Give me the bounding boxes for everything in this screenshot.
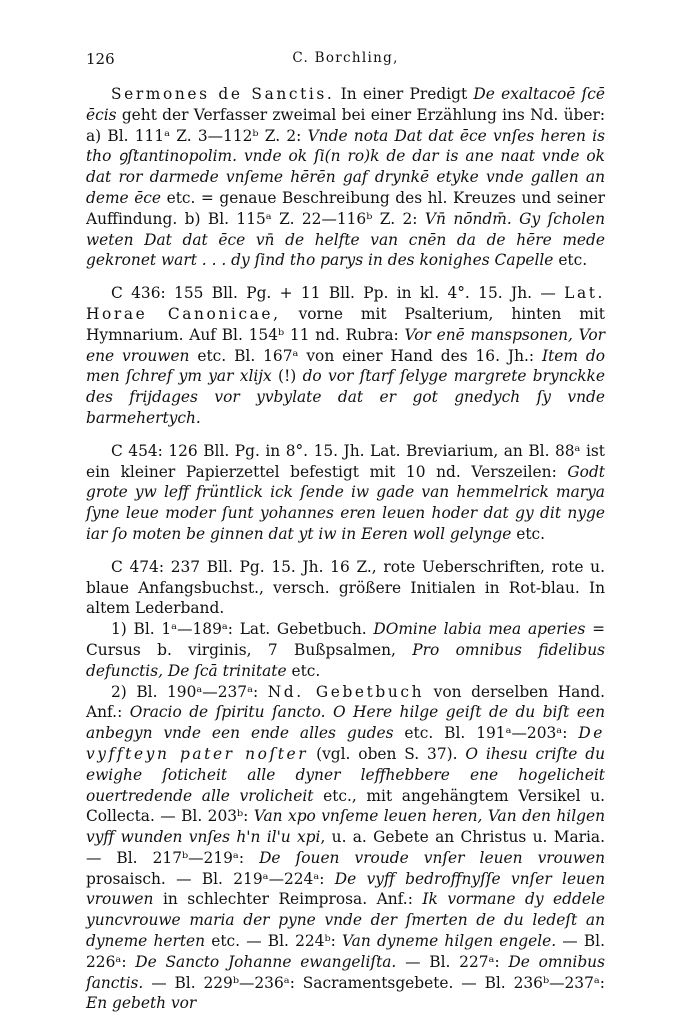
text-segment: — Bl. 227ᵃ: xyxy=(396,952,509,971)
text-segment: 2) Bl. 190ᵃ—237ᵃ: xyxy=(111,682,268,701)
text-segment: etc. — Bl. 224ᵇ: xyxy=(205,932,342,951)
text-segment: prosaisch. — Bl. 219ᵃ—224ᵃ: xyxy=(86,869,335,888)
paragraph xyxy=(86,682,605,1015)
text-segment: Oracio de ſpiritu ſancto. O Here hilge geiſt de du biſt een anbegyn vnde een ende alles gudes xyxy=(86,703,605,743)
text-segment: Nd. Gebetbuch xyxy=(267,682,425,701)
text-segment: etc. xyxy=(286,661,321,680)
text-segment: — Bl. 229ᵇ—236ᵃ: Sacramentsgebete. — Bl. 236ᵇ—237ᵃ: xyxy=(143,973,605,992)
paragraph xyxy=(86,283,605,429)
running-head: C. Borchling, xyxy=(292,50,399,66)
text-segment: etc. xyxy=(511,524,546,543)
text-segment: geht der Verfasser zweimal bei einer Erzählung ins Nd. über: a) Bl. 111ᵃ Z. 3—112ᵇ Z. 2: xyxy=(86,105,605,145)
text-segment: etc. = genaue Beschreibung des hl. Kreuzes und seiner Auffindung. b) Bl. 115ᵃ Z. 22—116ᵇ Z. 2: xyxy=(86,188,606,228)
paragraph xyxy=(86,619,605,681)
text-segment: Vor enē manspsonen, Vor ene vrouwen xyxy=(86,325,606,365)
paragraph xyxy=(86,441,605,545)
text-segment: C 454: 126 Bll. Pg. in 8°. 15. Jh. Lat. Breviarium, an Bl. 88ᵃ ist ein kleiner Papierzettel befestigt mit 10 nd. Verszeilen: xyxy=(86,441,605,481)
text-segment: Godt grote yw leff früntlick ick ſende iw gade van hemmelrick marya ſyne leue moder ſunt yohannes eren leuen hoder dat gy dit nyge iar ſo moten be ginnen dat yt iw in Eeren woll gelynge xyxy=(86,462,605,543)
text-segment: De vyffteyn pater noſter xyxy=(86,724,606,763)
paragraph xyxy=(86,557,605,619)
text-segment: Pro omnibus fidelibus defunctis, De ſcā trinitate xyxy=(86,640,606,680)
text-segment: Lat. Horae Canonicae, xyxy=(86,284,605,323)
text-segment: Vnde nota Dat dat ēce vnſes heren is tho ꝯſtantinopolim. vnde ok ſi(n ro)k de dar is ane naat vnde ok dat ror darmede vnſeme hērēn gaf drynkē etyke vnde gallen an deme ēce xyxy=(86,126,605,207)
text-segment: De vyff bedroffnyſſe vnſer leuen vrouwen xyxy=(86,869,605,909)
text-segment: De ſouen vroude vnſer leuen vrouwen xyxy=(259,848,605,867)
text-segment: Van xpo vnſeme leuen heren, Van den hilgen vyff wunden vnſes h'n il'u xpi xyxy=(86,807,605,847)
text-segment: Item do men ſchref ym yar xlijx xyxy=(86,346,605,386)
text-segment: in schlechter Reimprosa. Anf.: xyxy=(153,890,423,909)
text-segment: von derselben Hand. Anf.: xyxy=(86,682,605,722)
text-segment: (!) xyxy=(271,367,303,386)
text-segment: O ihesu criſte du ewighe ſoticheit alle dyner leffhebbere ene hogelicheit ouertredende alle vrolicheit xyxy=(86,744,605,805)
text-segment: C 474: 237 Bll. Pg. 15. Jh. 16 Z., rote Ueberschriften, rote u. blaue Anfangsbuchst., versch. größere Initialen in Rot-blau. In altem Lederband. xyxy=(86,557,605,618)
text-segment: vorne mit Psalterium, hinten mit Hymnarium. Auf Bl. 154ᵇ 11 nd. Rubra: xyxy=(86,304,605,344)
body-text xyxy=(86,84,605,1014)
text-segment: DOmine labia mea aperies xyxy=(373,620,586,639)
paragraph xyxy=(86,84,605,271)
text-segment: De exaltacoē ſcē ēcis xyxy=(86,85,605,124)
text-segment: Van dyneme hilgen engele. xyxy=(341,932,557,951)
text-segment: Vn̄ nōndm̄. Gy ſcholen weten Dat dat ēce vn̄ de helfte van cnēn da de hēre mede gekronet wart . . . dy ſind tho parys in des konighes Capelle xyxy=(86,209,605,270)
text-segment: (vgl. oben S. 37). xyxy=(308,744,466,763)
text-segment: Sermones de Sanctis. xyxy=(111,85,335,103)
text-segment: = Cursus b. virginis, 7 Bußpsalmen, xyxy=(86,620,605,659)
text-segment: etc. Bl. 191ᵃ—203ᵃ: xyxy=(393,724,579,743)
text-segment: — Bl. 226ᵃ: xyxy=(86,932,605,971)
page-header xyxy=(86,50,605,84)
text-segment: De omnibus ſanctis. xyxy=(86,952,605,992)
text-segment: In einer Predigt xyxy=(334,85,474,103)
text-segment: En gebeth vor xyxy=(86,994,197,1013)
text-segment: De Sancto Johanne ewangeliſta. xyxy=(135,952,397,971)
text-segment: do vor ſtarf ſelyge margrete brynckke des frijdages vor yvbylate dat er got gnedych ſy vnde barmehertych. xyxy=(86,367,605,427)
text-segment: etc. Bl. 167ᵃ von einer Hand des 16. Jh.: xyxy=(189,346,542,365)
page-number: 126 xyxy=(86,50,115,68)
text-segment: Ik vormane dy eddele yuncvrouwe maria der pyne vnde der ſmerten de du ledeſt an dyneme herten xyxy=(86,890,605,951)
text-segment: etc., mit angehängtem Versikel u. Collecta. — Bl. 203ᵇ: xyxy=(86,786,605,826)
text-segment: C 436: 155 Bll. Pg. + 11 Bll. Pp. in kl. 4°. 15. Jh. — xyxy=(111,284,565,303)
text-segment: etc. xyxy=(553,251,588,270)
text-segment: 1) Bl. 1ᵃ—189ᵃ: Lat. Gebetbuch. xyxy=(111,620,374,639)
text-segment: , u. a. Gebete an Christus u. Maria. — Bl. 217ᵇ—219ᵃ: xyxy=(86,828,606,867)
